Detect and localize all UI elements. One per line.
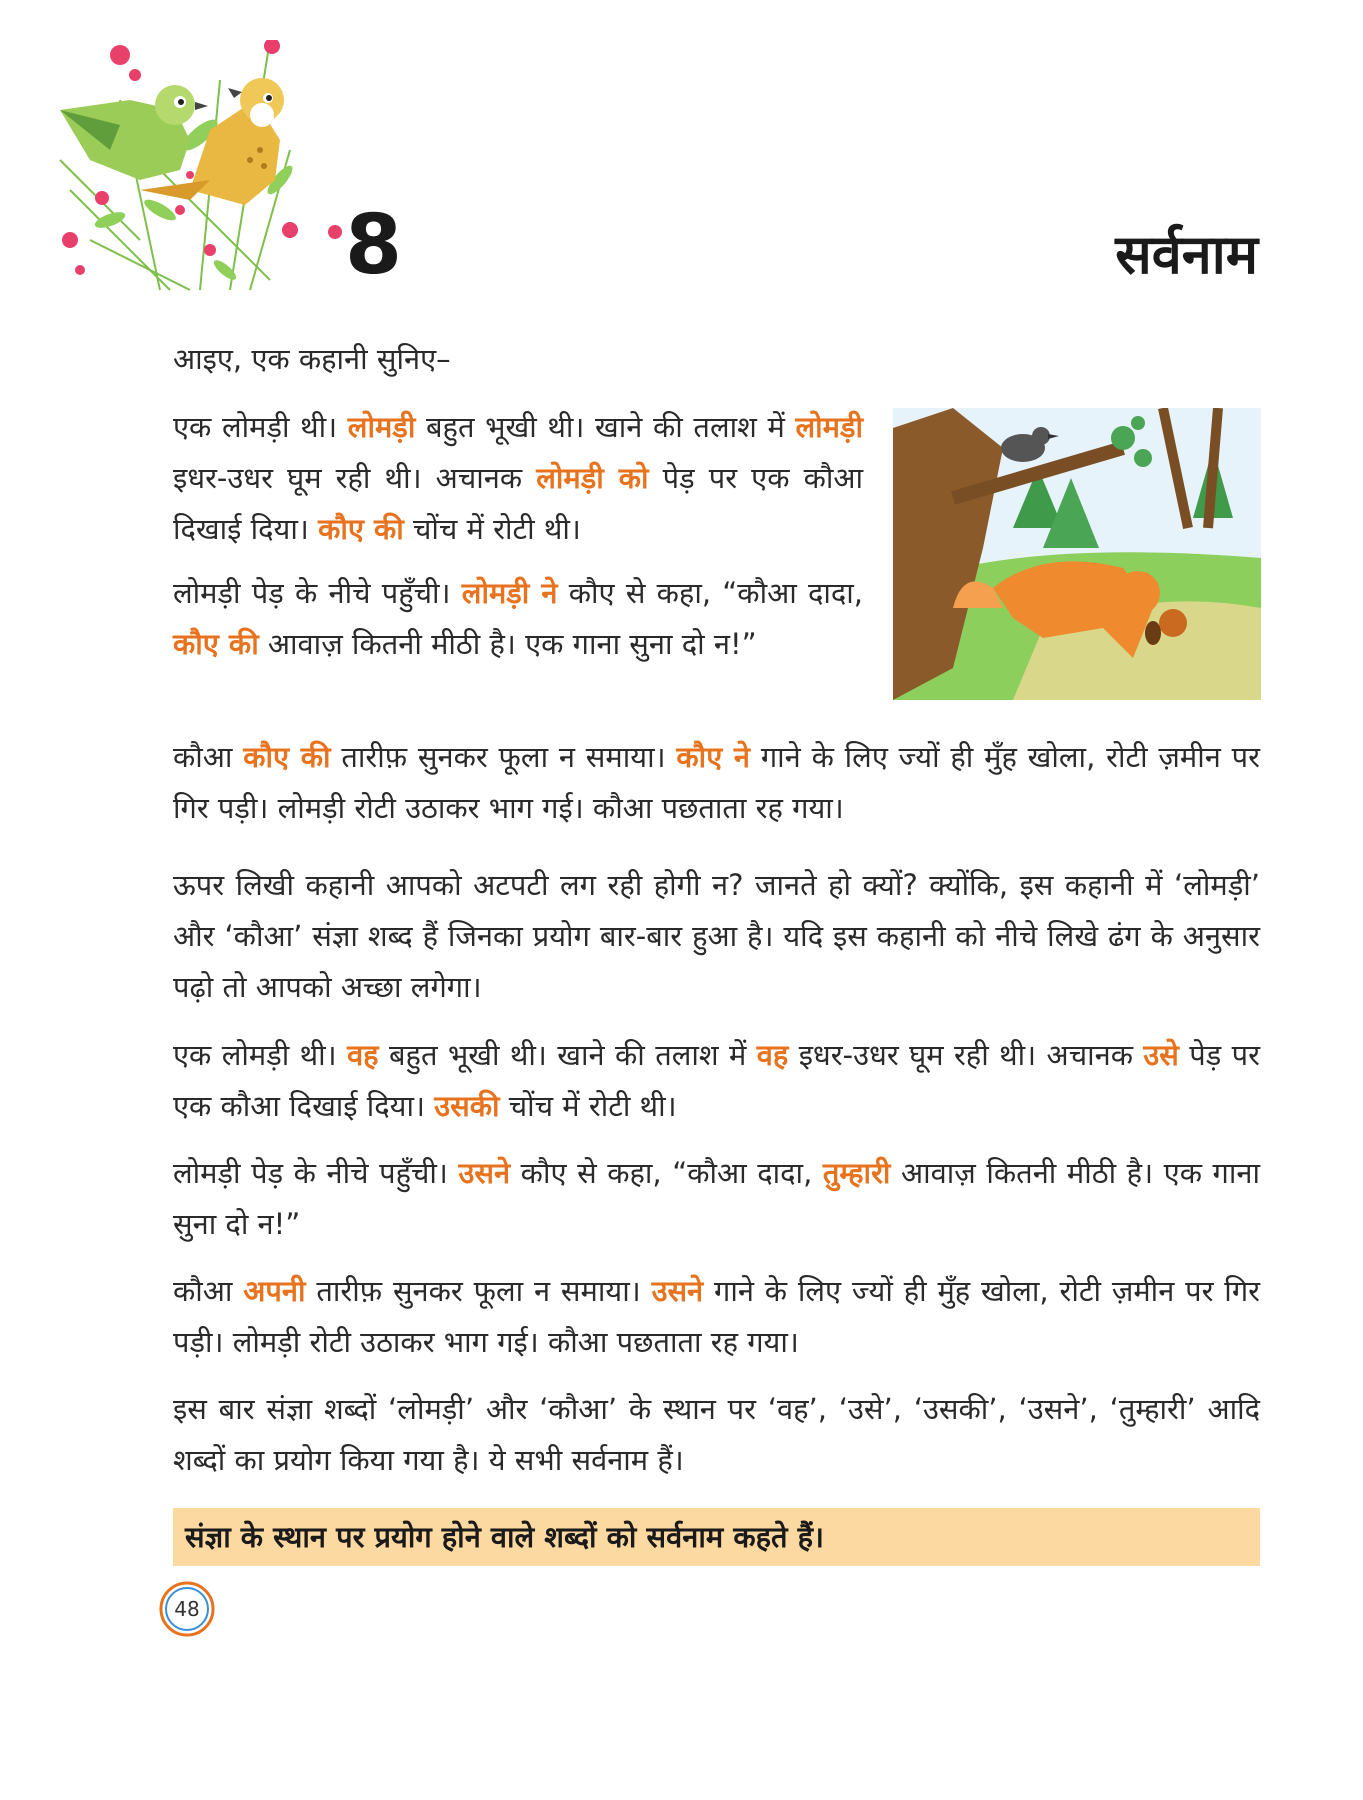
page-number: 48 xyxy=(174,1597,200,1621)
intro-line: आइए, एक कहानी सुनिए– xyxy=(173,342,451,376)
story2-paragraph-2 xyxy=(173,1148,1260,1250)
text-run: आवाज़ कितनी मीठी है। एक गाना सुना दो न!” xyxy=(173,1156,1260,1241)
fox-crow-illustration xyxy=(893,408,1261,700)
text-run: तारीफ़ सुनकर फूला न समाया। xyxy=(330,740,677,774)
highlighted-pronoun: तुम्हारी xyxy=(822,1156,891,1190)
story1-paragraph-3 xyxy=(173,732,1260,834)
text-run: कौए से कहा, “कौआ दादा, xyxy=(557,576,864,610)
page-number-badge xyxy=(158,1580,216,1638)
explanation-paragraph: ऊपर लिखी कहानी आपको अटपटी लग रही होगी न? जानते हो क्यों? क्योंकि, इस कहानी में ‘लोमड़ी’ और ‘कौआ’ संज्ञा शब्द हैं जिनका प्रयोग बार-बार हुआ है। यदि इस कहानी को नीचे लिखे ढंग के अनुसार पढ़ो तो आपको अच्छा लगेगा। xyxy=(173,868,1260,1004)
text-run: आवाज़ कितनी मीठी है। एक गाना सुना दो न!” xyxy=(258,627,757,661)
text-run: चोंच में रोटी थी। xyxy=(403,512,581,546)
text-run: एक लोमड़ी थी। xyxy=(173,410,348,444)
story2-paragraph-3 xyxy=(173,1266,1260,1368)
text-run: लोमड़ी पेड़ के नीचे पहुँची। xyxy=(173,576,462,610)
text-run: एक लोमड़ी थी। xyxy=(173,1038,348,1072)
highlighted-noun: कौए ने xyxy=(676,740,751,774)
highlighted-noun: कौए की xyxy=(173,627,259,661)
highlighted-pronoun: उसने xyxy=(651,1274,704,1308)
text-run: तारीफ़ सुनकर फूला न समाया। xyxy=(305,1274,652,1308)
chapter-number: 8 xyxy=(345,198,403,293)
highlighted-noun: लोमड़ी xyxy=(795,410,863,444)
text-run: इधर-उधर घूम रही थी। अचानक xyxy=(788,1038,1144,1072)
text-run: चोंच में रोटी थी। xyxy=(499,1089,677,1123)
highlighted-pronoun: उसकी xyxy=(434,1089,500,1123)
text-run: बहुत भूखी थी। खाने की तलाश में xyxy=(378,1038,757,1072)
highlighted-noun: लोमड़ी xyxy=(347,410,416,444)
highlighted-noun: लोमड़ी को xyxy=(536,461,649,495)
highlighted-noun: लोमड़ी ने xyxy=(461,576,558,610)
story1-paragraph-2 xyxy=(173,568,863,670)
story1-paragraph-1 xyxy=(173,402,863,555)
highlighted-pronoun: उसने xyxy=(458,1156,511,1190)
text-run: पेड़ पर एक कौआ दिखाई दिया। xyxy=(173,1038,1260,1123)
story2-paragraph-1 xyxy=(173,1030,1260,1132)
text-run: गाने के लिए ज्यों ही मुँह खोला, रोटी ज़मीन पर गिर पड़ी। लोमड़ी रोटी उठाकर भाग गई। कौआ पछताता रह गया। xyxy=(173,740,1261,825)
text-run: इधर-उधर घूम रही थी। अचानक xyxy=(173,461,537,495)
text-run: कौआ xyxy=(173,1274,244,1308)
birds-illustration xyxy=(50,40,350,310)
highlighted-noun: कौए की xyxy=(243,740,331,774)
highlighted-pronoun: वह xyxy=(756,1038,789,1072)
text-run: कौआ xyxy=(173,740,244,774)
highlighted-pronoun: अपनी xyxy=(243,1274,306,1308)
text-run: गाने के लिए ज्यों ही मुँह खोला, रोटी ज़मीन पर गिर पड़ी। लोमड़ी रोटी उठाकर भाग गई। कौआ पछताता रह गया। xyxy=(173,1274,1261,1359)
text-run: लोमड़ी पेड़ के नीचे पहुँची। xyxy=(173,1156,459,1190)
chapter-title: सर्वनाम xyxy=(1115,223,1258,286)
text-run: बहुत भूखी थी। खाने की तलाश में xyxy=(415,410,796,444)
highlighted-pronoun: वह xyxy=(347,1038,379,1072)
definition-box: संज्ञा के स्थान पर प्रयोग होने वाले शब्दों को सर्वनाम कहते हैं। xyxy=(173,1508,1260,1566)
summary-paragraph: इस बार संज्ञा शब्दों ‘लोमड़ी’ और ‘कौआ’ के स्थान पर ‘वह’, ‘उसे’, ‘उसकी’, ‘उसने’, ‘तुम्हारी’ आदि शब्दों का प्रयोग किया गया है। ये सभी सर्वनाम हैं। xyxy=(173,1392,1260,1477)
text-run: पेड़ पर एक कौआ दिखाई दिया। xyxy=(173,461,863,546)
highlighted-pronoun: उसे xyxy=(1143,1038,1179,1072)
highlighted-noun: कौए की xyxy=(318,512,404,546)
text-run: कौए से कहा, “कौआ दादा, xyxy=(510,1156,823,1190)
